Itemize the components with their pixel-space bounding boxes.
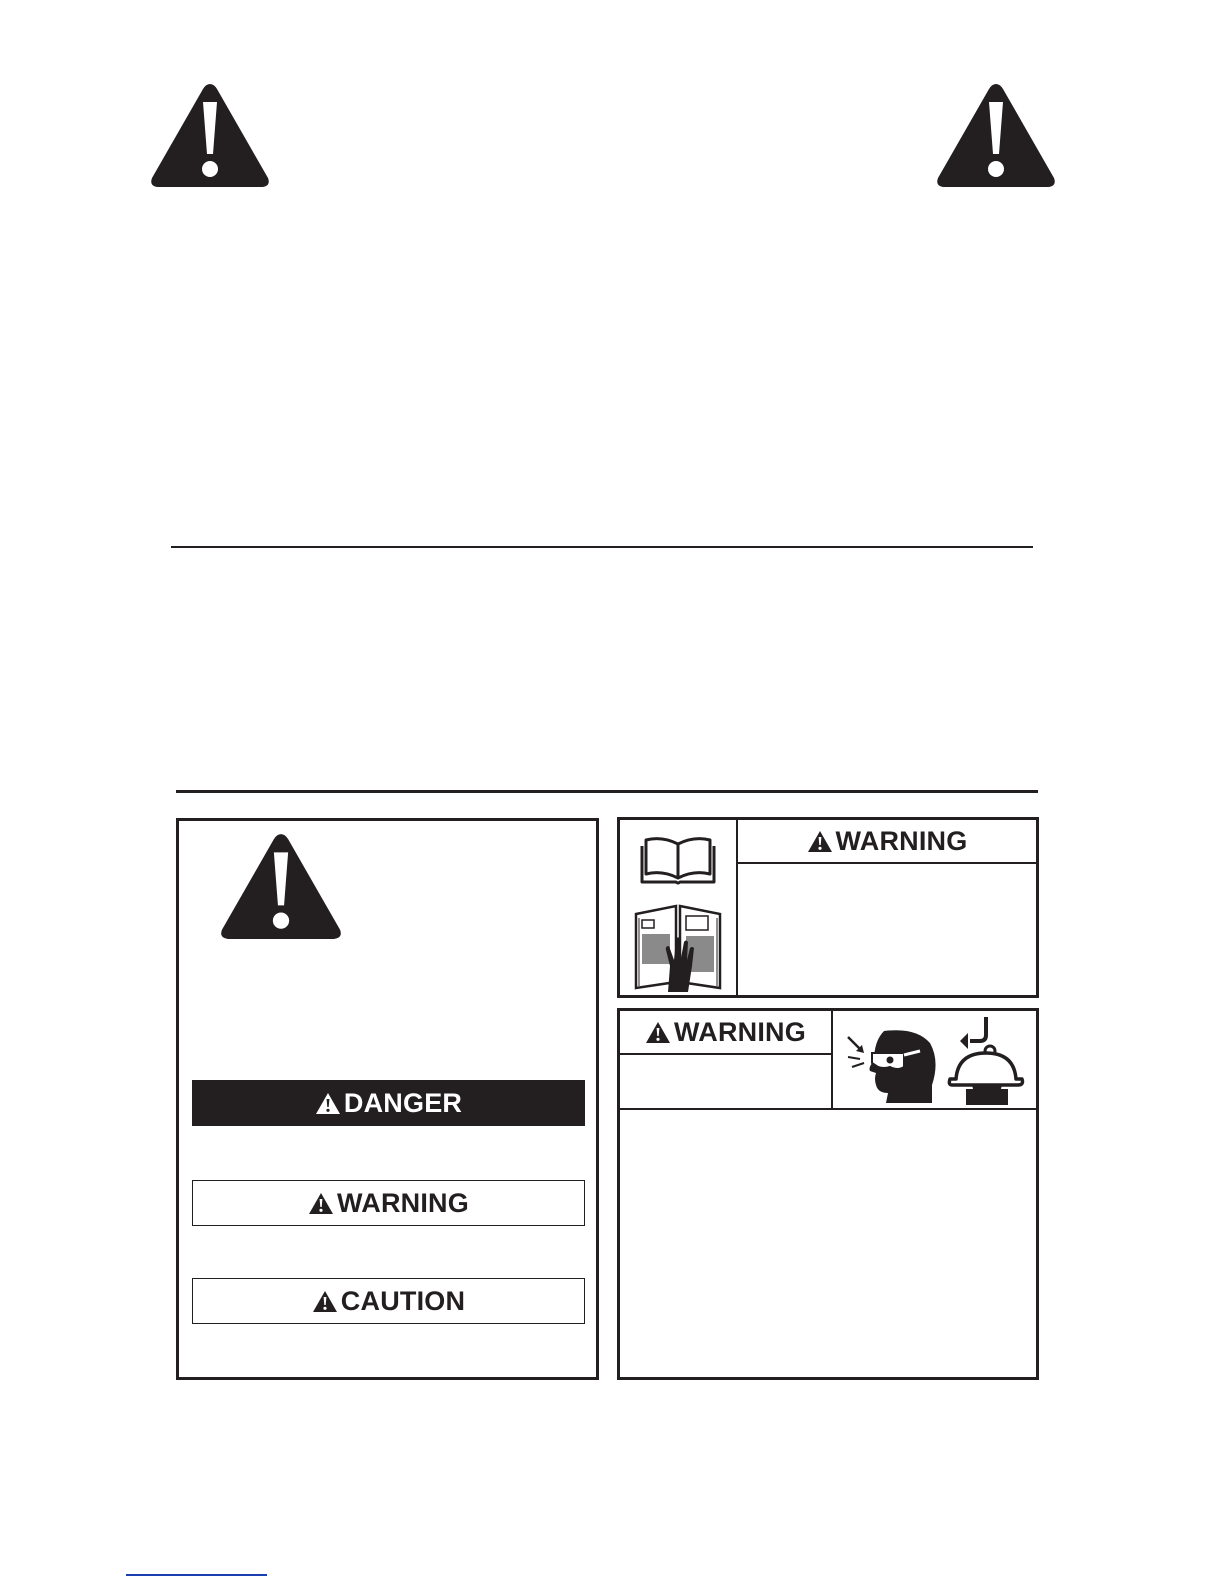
read-manual-warning-heading [738,820,1036,862]
warning-triangle-icon [645,1021,671,1044]
safety-glasses-head-icon [846,1027,938,1105]
warning-triangle-icon [934,80,1058,190]
panel-divider [620,1108,1036,1110]
warning-label: WARNING [337,1187,469,1218]
panel-divider [736,862,1036,864]
ppe-warning-label: WARNING [674,1016,806,1047]
section-divider [176,790,1038,793]
read-manual-warning-label: WARNING [835,825,968,856]
panel-divider [831,1011,833,1109]
caution-banner [192,1278,585,1324]
danger-banner [192,1080,585,1126]
ppe-warning-heading [620,1011,831,1053]
warning-triangle-icon [315,1092,341,1115]
open-book-icon [640,834,716,886]
warning-triangle-icon [308,1192,334,1215]
warning-triangle-icon [148,80,272,190]
footer-link[interactable] [126,1574,267,1576]
manual-hand-icon [632,900,726,992]
warning-triangle-icon [807,830,833,853]
hard-hat-icon [946,1013,1026,1107]
panel-divider [620,1053,831,1055]
warning-triangle-icon [217,830,345,942]
caution-label: CAUTION [340,1285,466,1316]
ppe-warning-box [617,1008,1039,1380]
read-manual-warning-box [617,817,1039,998]
warning-triangle-icon [312,1290,338,1313]
signal-word-legend-box [176,818,599,1380]
warning-banner [192,1180,585,1226]
danger-label: DANGER [343,1087,463,1118]
section-divider [171,546,1033,548]
